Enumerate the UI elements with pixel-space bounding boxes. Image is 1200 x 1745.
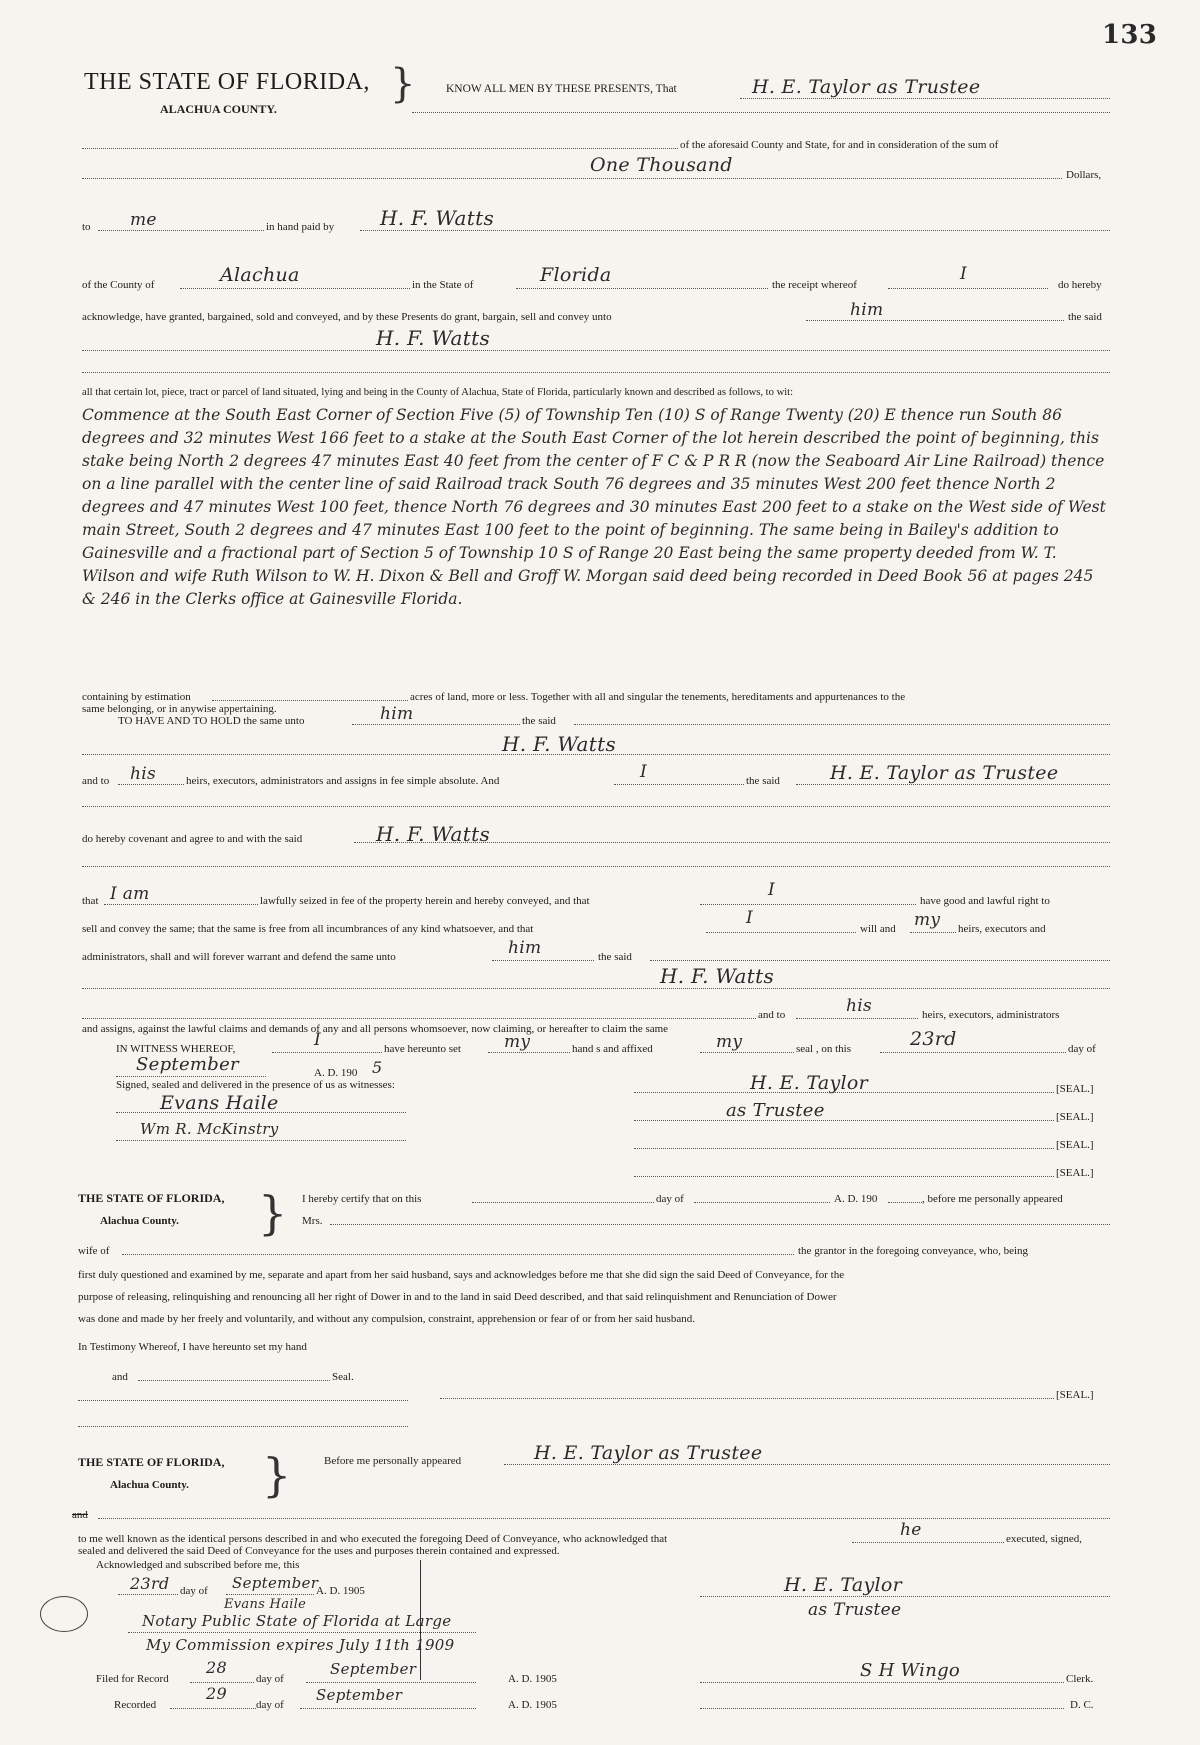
to-have-text: TO HAVE AND TO HOLD the same unto bbox=[118, 715, 305, 727]
rec-day-of: day of bbox=[256, 1699, 284, 1711]
receipt-value: I bbox=[960, 264, 968, 284]
to-have-value: him bbox=[380, 704, 414, 724]
ack-day-line bbox=[118, 1594, 178, 1595]
and-to-2-blank bbox=[82, 1018, 756, 1019]
witness-1-line bbox=[116, 1112, 406, 1113]
hand-affixed-text: hand s and affixed bbox=[572, 1043, 653, 1055]
amount-line bbox=[82, 178, 1062, 179]
filed-month: September bbox=[330, 1660, 417, 1678]
line-blank-1 bbox=[82, 148, 678, 149]
rec-day: 29 bbox=[206, 1684, 227, 1703]
state-label: in the State of bbox=[412, 279, 474, 291]
to-label: to bbox=[82, 221, 91, 233]
signature-2: as Trustee bbox=[726, 1100, 825, 1121]
notary-seal-stamp bbox=[40, 1596, 88, 1632]
in-witness-line bbox=[272, 1052, 382, 1053]
blank-line-4 bbox=[82, 866, 1110, 867]
dower-ad: A. D. 190 bbox=[834, 1193, 878, 1205]
seal-4: [SEAL.] bbox=[1056, 1167, 1094, 1179]
dower-mrs: Mrs. bbox=[302, 1215, 323, 1227]
have-hereunto-text: have hereunto set bbox=[384, 1043, 461, 1055]
heirs-text: heirs, executors, administrators and assigns in fee simple absolute. And bbox=[186, 775, 500, 787]
ack-line-1-value: he bbox=[900, 1520, 922, 1540]
seized-text: lawfully seized in fee of the property herein and hereby conveyed, and that bbox=[260, 895, 590, 907]
covenant-grantee-line bbox=[82, 988, 1110, 989]
sell-line bbox=[706, 932, 856, 933]
to-have-line bbox=[352, 724, 520, 725]
header-county: ALACHUA COUNTY. bbox=[160, 102, 277, 116]
ack-day-value: 23rd bbox=[130, 1574, 170, 1593]
in-witness-value: I bbox=[314, 1030, 322, 1050]
clerk-signature: S H Wingo bbox=[860, 1660, 961, 1681]
state-line bbox=[516, 288, 768, 289]
county-label: of the County of bbox=[82, 279, 155, 291]
legal-description: Commence at the South East Corner of Section Five (5) of Township Ten (10) S of Range Twenty (20) E thence run South 86 degrees and 32 minutes West 166 feet to a stake at the South East Corner of the lot herein described the point of beginning, this stake being North 2 degrees 47 minutes East 40 feet from the center of F C & P R R (now the Seaboard Air Line Railroad) thence on a line parallel with the center line of said Railroad track South 76 degrees and 35 minutes West 200 feet thence North 2 degrees and 47 minutes West 100 feet, thence North 76 degrees and 30 minutes East 200 feet to a stake on the West side of West main Street, South 2 degrees and 47 minutes East 100 feet to the point of beginning. The same being in Bailey's addition to Gainesville and a fractional part of Section 5 of Township 10 S of Range 20 East being the same property deeded from W. T. Wilson and wife Ruth Wilson to W. H. Dixon & Bell and Groff W. Morgan said deed being recorded in Deed Book 56 at pages 245 & 246 in the Clerks office at Gainesville Florida. bbox=[82, 406, 1106, 608]
day-line bbox=[880, 1052, 1066, 1053]
month-value: September bbox=[136, 1054, 239, 1075]
estimation-line bbox=[212, 700, 408, 701]
affixed-value: my bbox=[716, 1032, 743, 1052]
rec-ad: A. D. 1905 bbox=[508, 1699, 557, 1711]
paid-by-label: in hand paid by bbox=[266, 221, 335, 233]
covenant-text: do hereby covenant and agree to and with the said bbox=[82, 833, 303, 845]
filed-month-line bbox=[306, 1682, 476, 1683]
header-bracket: } bbox=[390, 61, 416, 107]
ack-sign-line bbox=[700, 1596, 1110, 1597]
covenant-value: H. F. Watts bbox=[376, 822, 491, 846]
admin-text: administrators, shall and will forever warrant and defend the same unto bbox=[82, 951, 396, 963]
ack-before-line bbox=[504, 1464, 1110, 1465]
day-of-label: day of bbox=[1068, 1043, 1096, 1055]
dower-wife-of: wife of bbox=[78, 1245, 110, 1257]
ack-and-line bbox=[98, 1518, 1110, 1519]
heirs-exec-text: heirs, executors and bbox=[958, 923, 1046, 935]
dower-line-3: was done and made by her freely and voluntarily, and without any compulsion, constraint, apprehension or fear of or from her said husband. bbox=[78, 1313, 695, 1325]
seized-line bbox=[700, 904, 916, 905]
unto-line bbox=[806, 320, 1064, 321]
blank-line-2 bbox=[82, 372, 1110, 373]
unto-value: him bbox=[850, 300, 884, 320]
dc-line bbox=[700, 1708, 1064, 1709]
description-intro: all that certain lot, piece, tract or parcel of land situated, lying and being in the County of Alachua, State of Florida, particularly known and described as follows, to wit: bbox=[82, 387, 794, 398]
filed-day: 28 bbox=[206, 1658, 227, 1677]
will-and-text: will and bbox=[860, 923, 896, 935]
estimation-label: containing by estimation bbox=[82, 691, 191, 703]
header-grantor: H. E. Taylor as Trustee bbox=[752, 76, 981, 98]
that-label: that bbox=[82, 895, 99, 907]
ack-line-2: sealed and delivered the said Deed of Conveyance for the uses and purposes therein contained and expressed. bbox=[78, 1545, 560, 1557]
seal-line-1 bbox=[634, 1092, 1054, 1093]
to-value: me bbox=[130, 210, 157, 230]
notary-title: Notary Public State of Florida at Large bbox=[142, 1612, 452, 1630]
and-to-label: and to bbox=[82, 775, 110, 787]
rec-day-line bbox=[170, 1708, 256, 1709]
seal-line-4 bbox=[634, 1176, 1054, 1177]
that-line bbox=[104, 904, 258, 905]
and-to-2-value: his bbox=[846, 996, 873, 1016]
dower-day-line bbox=[694, 1202, 830, 1203]
the-said-2: the said bbox=[746, 775, 780, 787]
month-line bbox=[116, 1076, 266, 1077]
dower-certify: I hereby certify that on this bbox=[302, 1193, 422, 1205]
witness-2: Wm R. McKinstry bbox=[140, 1120, 279, 1138]
ack-county: Alachua County. bbox=[110, 1479, 189, 1491]
dower-state: THE STATE OF FLORIDA, bbox=[78, 1191, 225, 1205]
and-value: I bbox=[640, 762, 648, 782]
notary-name: Evans Haile bbox=[224, 1597, 307, 1612]
dower-and-line bbox=[138, 1380, 330, 1381]
the-said-label: the said bbox=[1068, 311, 1102, 323]
and-to-value: his bbox=[130, 764, 157, 784]
covenant-the-said: the said bbox=[598, 951, 632, 963]
page-number: 133 bbox=[1102, 20, 1158, 50]
signature-1: H. E. Taylor bbox=[750, 1072, 869, 1094]
dower-certify-line bbox=[472, 1202, 654, 1203]
dower-wife-line bbox=[122, 1254, 794, 1255]
seal-line-3 bbox=[634, 1148, 1054, 1149]
admin-line-2 bbox=[650, 960, 1110, 961]
ack-and: and bbox=[72, 1509, 88, 1521]
sell-value: I bbox=[746, 908, 754, 928]
to-have-line-2 bbox=[574, 724, 1110, 725]
covenant-line bbox=[354, 842, 1110, 843]
habendum-grantee: H. F. Watts bbox=[502, 732, 617, 756]
admin-line bbox=[492, 960, 594, 961]
seal-line-2 bbox=[634, 1120, 1054, 1121]
dower-blank-line bbox=[78, 1400, 408, 1401]
notary-bracket-mark bbox=[420, 1560, 421, 1680]
year-value: 5 bbox=[372, 1058, 383, 1077]
set-line bbox=[488, 1052, 570, 1053]
dower-bracket: } bbox=[258, 1186, 288, 1240]
header-state: THE STATE OF FLORIDA, bbox=[84, 69, 370, 95]
acknowledge-text: acknowledge, have granted, bargained, sold and conveyed, and by these Presents do grant, bargain, sell and convey unto bbox=[82, 311, 612, 323]
habendum-grantor: H. E. Taylor as Trustee bbox=[830, 762, 1059, 784]
sell-convey-text: sell and convey the same; that the same is free from all incumbrances of any kind whatsoever, and that bbox=[82, 923, 534, 935]
ack-sign-1: H. E. Taylor bbox=[784, 1574, 903, 1596]
receipt-line bbox=[888, 288, 1048, 289]
will-value: my bbox=[914, 910, 941, 930]
ack-line-1: to me well known as the identical persons described in and who executed the foregoing Deed of Conveyance, who acknowledged that bbox=[78, 1533, 668, 1545]
and-to-2-label: and to bbox=[758, 1009, 786, 1021]
ack-before-value: H. E. Taylor as Trustee bbox=[534, 1442, 763, 1464]
dower-day-of: day of bbox=[656, 1193, 684, 1205]
seal-2: [SEAL.] bbox=[1056, 1111, 1094, 1123]
clerk-label: Clerk. bbox=[1066, 1673, 1094, 1685]
signed-sealed-text: Signed, sealed and delivered in the presence of us as witnesses: bbox=[116, 1079, 395, 1091]
set-value: my bbox=[504, 1032, 531, 1052]
notary-line bbox=[128, 1632, 476, 1633]
paid-by-value: H. F. Watts bbox=[380, 206, 495, 230]
ack-month-value: September bbox=[232, 1574, 319, 1592]
ack-sign-2: as Trustee bbox=[808, 1600, 902, 1620]
ack-line-1-line bbox=[852, 1542, 1004, 1543]
good-right-text: have good and lawful right to bbox=[920, 895, 1050, 907]
and-line bbox=[614, 784, 744, 785]
dollars-label: Dollars, bbox=[1066, 169, 1102, 181]
rec-month: September bbox=[316, 1686, 403, 1704]
dower-seal-line bbox=[440, 1398, 1054, 1399]
clerk-line bbox=[700, 1682, 1064, 1683]
grantee-line bbox=[82, 350, 1110, 351]
dc-label: D. C. bbox=[1070, 1699, 1094, 1711]
notary-commission: My Commission expires July 11th 1909 bbox=[146, 1636, 455, 1654]
will-line bbox=[910, 932, 956, 933]
dower-grantor-in: the grantor in the foregoing conveyance, who, being bbox=[798, 1245, 1029, 1257]
dower-testimony: In Testimony Whereof, I have hereunto set my hand bbox=[78, 1341, 307, 1353]
dower-mrs-line bbox=[330, 1224, 1110, 1225]
dower-before-me: , before me personally appeared bbox=[922, 1193, 1063, 1205]
habendum-grantee-line bbox=[82, 754, 1110, 755]
do-hereby-label: do hereby bbox=[1058, 279, 1102, 291]
dower-blank-line-2 bbox=[78, 1426, 408, 1427]
seal-on-this-text: seal , on this bbox=[796, 1043, 851, 1055]
county-line bbox=[180, 288, 410, 289]
to-have-the-said: the said bbox=[522, 715, 556, 727]
ack-subscribed: Acknowledged and subscribed before me, this bbox=[96, 1559, 300, 1571]
ack-executed: executed, signed, bbox=[1006, 1533, 1083, 1545]
covenant-grantee: H. F. Watts bbox=[660, 964, 775, 988]
that-value: I am bbox=[110, 884, 150, 904]
day-value: 23rd bbox=[910, 1028, 957, 1050]
ack-state: THE STATE OF FLORIDA, bbox=[78, 1455, 225, 1469]
header-line-2 bbox=[412, 112, 1110, 113]
ack-ad: A. D. 1905 bbox=[316, 1585, 365, 1597]
blank-line-3 bbox=[82, 806, 1110, 807]
filed-day-line bbox=[190, 1682, 254, 1683]
and-to-line bbox=[118, 784, 184, 785]
dower-seal-word: Seal. bbox=[332, 1371, 354, 1383]
paid-by-line bbox=[360, 230, 1110, 231]
witness-1: Evans Haile bbox=[160, 1092, 279, 1114]
admin-value: him bbox=[508, 938, 542, 958]
heirs-exec-admin-text: heirs, executors, administrators bbox=[922, 1009, 1060, 1021]
receipt-label: the receipt whereof bbox=[772, 279, 857, 291]
amount-value: One Thousand bbox=[590, 154, 733, 176]
acres-text: acres of land, more or less. Together with all and singular the tenements, hereditaments and appurtenances to the bbox=[410, 691, 906, 703]
seal-3: [SEAL.] bbox=[1056, 1139, 1094, 1151]
filed-label: Filed for Record bbox=[96, 1673, 169, 1685]
seal-1: [SEAL.] bbox=[1056, 1083, 1094, 1095]
ad-label: A. D. 190 bbox=[314, 1067, 358, 1079]
ack-bracket: } bbox=[262, 1448, 292, 1502]
aforesaid-text: of the aforesaid County and State, for and in consideration of the sum of bbox=[680, 139, 999, 151]
habendum-grantor-line bbox=[796, 784, 1110, 785]
filed-day-of: day of bbox=[256, 1673, 284, 1685]
ack-month-line bbox=[226, 1594, 314, 1595]
dower-county: Alachua County. bbox=[100, 1215, 179, 1227]
seized-value: I bbox=[768, 880, 776, 900]
dower-line-1: first duly questioned and examined by me, separate and apart from her said husband, says and acknowledges before me that she did sign the said Deed of Conveyance, for the bbox=[78, 1269, 845, 1281]
filed-ad: A. D. 1905 bbox=[508, 1673, 557, 1685]
ack-day-of: day of bbox=[180, 1585, 208, 1597]
witness-2-line bbox=[116, 1140, 406, 1141]
county-value: Alachua bbox=[220, 264, 300, 286]
header-know-all: KNOW ALL MEN BY THESE PRESENTS, That bbox=[446, 83, 677, 95]
dower-and: and bbox=[112, 1371, 128, 1383]
rec-month-line bbox=[300, 1708, 476, 1709]
affixed-line bbox=[700, 1052, 794, 1053]
dower-line-2: purpose of releasing, relinquishing and renouncing all her right of Dower in and to the land in said Deed described, and that said relinquishment and Renunciation of Dower bbox=[78, 1291, 837, 1303]
belonging-text: same belonging, or in anywise appertaining. bbox=[82, 703, 277, 715]
in-witness-text: IN WITNESS WHEREOF, bbox=[116, 1043, 236, 1055]
recorded-label: Recorded bbox=[114, 1699, 157, 1711]
dower-seal: [SEAL.] bbox=[1056, 1389, 1094, 1401]
ack-before-me: Before me personally appeared bbox=[324, 1455, 462, 1467]
header-line-1 bbox=[740, 98, 1110, 99]
state-value: Florida bbox=[540, 264, 612, 286]
assigns-text: and assigns, against the lawful claims and demands of any and all persons whomsoever, now claiming, or hereafter to claim the same bbox=[82, 1023, 669, 1035]
to-line bbox=[98, 230, 264, 231]
and-to-2-line bbox=[796, 1018, 918, 1019]
grantee-value: H. F. Watts bbox=[376, 326, 491, 350]
dower-ad-line bbox=[888, 1202, 922, 1203]
